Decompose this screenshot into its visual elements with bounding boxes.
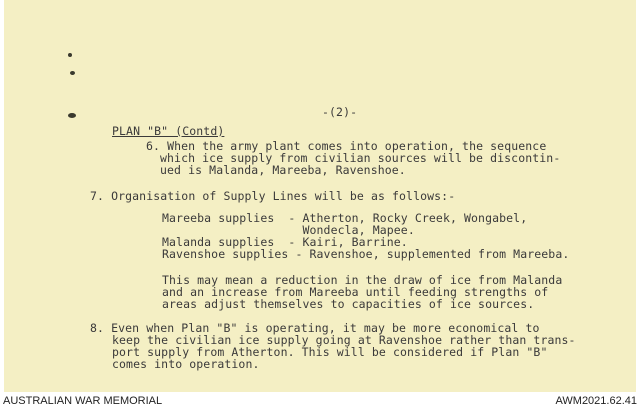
punch-hole (70, 71, 75, 75)
item-6-line: which ice supply from civilian sources will be discontin- (160, 151, 561, 165)
item-7-note-line: and an increase from Mareeba until feeding strengths of (162, 285, 549, 299)
punch-hole (68, 113, 76, 118)
reference-number: AWM2021.62.41 (555, 395, 637, 407)
item-6-line: ued is Malanda, Mareeba, Ravenshoe. (160, 163, 406, 177)
institution-label: AUSTRALIAN WAR MEMORIAL (3, 395, 163, 407)
item-7-note-line: This may mean a reduction in the draw of ice from Malanda (162, 273, 563, 287)
supply-line: Wondecla, Mapee. (162, 223, 415, 237)
item-8-line: comes into operation. (112, 357, 260, 371)
supply-line: Malanda supplies - Kairi, Barrine. (162, 235, 408, 249)
page-number: -(2)- (322, 105, 358, 119)
supply-line: Mareeba supplies - Atherton, Rocky Creek, Wongabel, (162, 211, 528, 225)
item-7-heading: 7. Organisation of Supply Lines will be as follows:- (90, 189, 456, 203)
supply-line: Ravenshoe supplies - Ravenshoe, supplemented from Mareeba. (162, 247, 570, 261)
punch-hole (68, 53, 72, 57)
item-8-line: port supply from Atherton. This will be considered if Plan "B" (112, 345, 548, 359)
item-8-line: 8. Even when Plan "B" is operating, it may be more economical to (90, 321, 540, 335)
item-7-note-line: areas adjust themselves to capacities of ice sources. (162, 297, 535, 311)
section-heading: PLAN "B" (Contd) (112, 124, 225, 138)
item-6-line: 6. When the army plant comes into operation, the sequence (146, 139, 547, 153)
item-8-line: keep the civilian ice supply going at Ravenshoe rather than trans- (112, 333, 576, 347)
